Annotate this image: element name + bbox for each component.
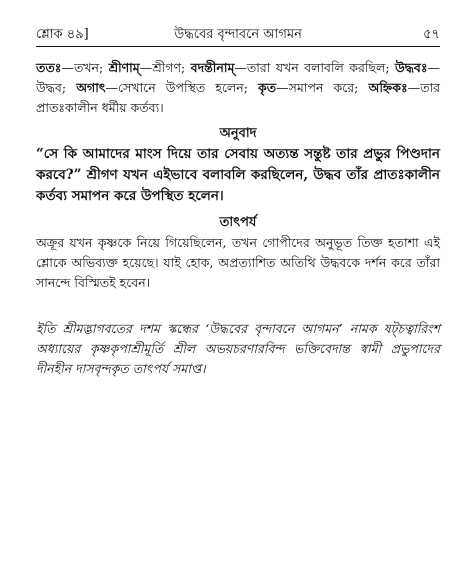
translation-heading: অনুবাদ bbox=[219, 126, 257, 141]
verse-reference: শ্লোক ৪৯] bbox=[36, 27, 89, 42]
synonym-meaning: উদ্ধব; bbox=[36, 80, 77, 95]
synonym-term: কৃত bbox=[258, 80, 277, 95]
dash: — bbox=[234, 60, 247, 75]
synonym-term: অহ্নিকঃ bbox=[368, 80, 408, 95]
chapter-colophon: ইতি শ্রীমদ্ভাগবতের দশম স্কন্ধের ‘উদ্ধবের বৃন্দাবনে আগমন’ নামক ষট্চত্বারিংশ অধ্যায়ের কৃষ্ণকৃপাশ্রীমূর্তি শ্রীল অভয়চরণারবিন্দ ভক্তিবেদান্ত স্বামী প্রভুপাদের দীনহীন দাসবৃন্দকৃত তাৎপর্য সমাপ্ত। bbox=[36, 321, 440, 376]
chapter-title: উদ্ধবের বৃন্দাবনে আগমন bbox=[174, 27, 302, 42]
dash: — bbox=[61, 60, 74, 75]
dash: — bbox=[276, 80, 289, 95]
synonym-meaning: শ্রীগণ; bbox=[152, 60, 191, 75]
header-rule bbox=[36, 46, 440, 47]
synonym-term: অগাৎ bbox=[76, 80, 106, 95]
dash: — bbox=[139, 60, 153, 75]
synonyms-paragraph bbox=[36, 58, 440, 118]
synonym-meaning: সেখানে উপস্থিত হলেন; bbox=[118, 80, 259, 95]
synonym-meaning: তারা যখন বলাবলি করছিল; bbox=[246, 60, 395, 75]
synonym-meaning: তখন; bbox=[73, 60, 109, 75]
translation-text: “সে কি আমাদের মাংস দিয়ে তার সেবায় অত্যন্ত সন্তুষ্ট তার প্রভুর পিণ্ডদান করবে?” শ্রীগণ যখন এইভাবে বলাবলি করছিলেন, উদ্ধব তাঁর প্রাতঃকালীন কর্তব্য সমাপন করে উপস্থিত হলেন। bbox=[36, 146, 440, 204]
page-content bbox=[36, 58, 440, 379]
page-header bbox=[36, 26, 440, 44]
synonym-term: শ্রীণাম্ bbox=[108, 60, 140, 75]
synonym-meaning: তার প্রাতঃকালীন ধর্মীয় কর্তব্য। bbox=[36, 80, 441, 115]
synonym-term: উদ্ধবঃ bbox=[394, 60, 428, 75]
dash: — bbox=[407, 80, 421, 95]
purport-heading: তাৎপর্য bbox=[219, 215, 257, 230]
purport-text: অক্রূর যখন কৃষ্ণকে নিয়ে গিয়েছিলেন, তখন গোপীদের অনুভূত তিক্ত হতাশা এই শ্লোকে অভিব্যক্ত হয়েছে। যাই হোক, অপ্রত্যাশিত অতিথি উদ্ধবকে দর্শন করে তাঁরা সানন্দে বিস্মিতই হবেন। bbox=[36, 235, 440, 290]
dash: — bbox=[427, 60, 441, 75]
synonym-term: বদন্তীনাম্ bbox=[190, 60, 235, 75]
dash: — bbox=[105, 80, 119, 95]
synonym-meaning: সমাপন করে; bbox=[288, 80, 369, 95]
synonym-term: ততঃ bbox=[36, 60, 62, 75]
page-number: ৫৭ bbox=[423, 27, 440, 42]
